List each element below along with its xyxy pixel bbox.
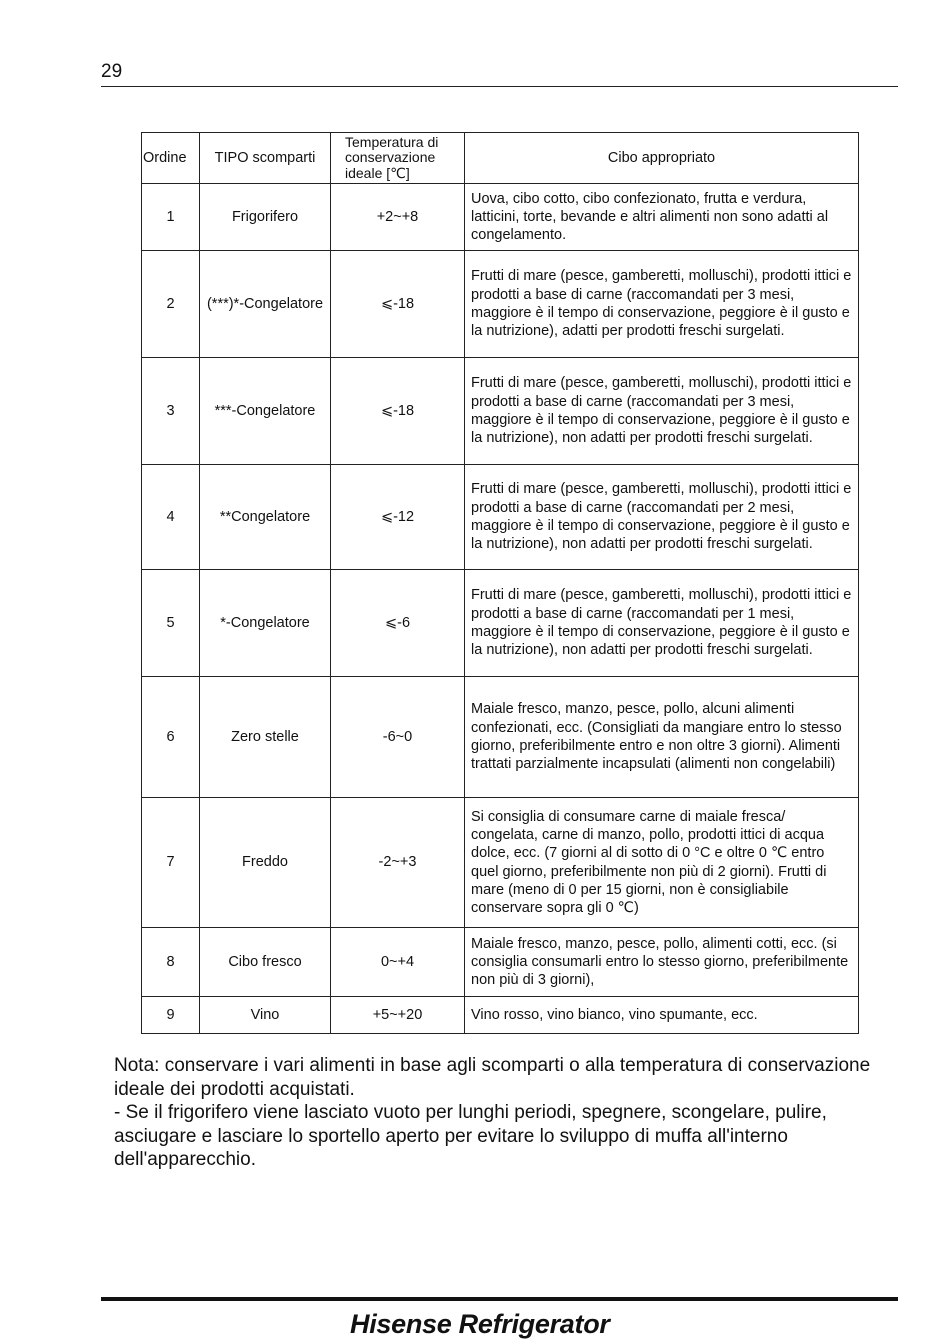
note-line-2: - Se il frigorifero viene lasciato vuoto per lunghi periodi, spegnere, scongelare, pulire, asciugare e lasciare lo sportello aperto per evitare lo sviluppo di muffa all'interno dell'apparecchio. — [114, 1102, 827, 1170]
row-tipo: (***)*-Congelatore — [200, 251, 331, 358]
row-ordine: 5 — [142, 570, 200, 677]
row-temperatura: ⩽-12 — [331, 465, 465, 570]
row-tipo: ***-Congelatore — [200, 358, 331, 465]
header-tipo: TIPO scomparti — [200, 133, 331, 184]
table-row — [142, 570, 859, 677]
footer-divider — [101, 1297, 898, 1301]
row-ordine: 7 — [142, 798, 200, 928]
row-ordine: 2 — [142, 251, 200, 358]
row-cibo: Maiale fresco, manzo, pesce, pollo, alcuni alimenti confezionati, ecc. (Consigliati da mangiare entro lo stesso giorno, preferibilmente entro e non oltre 3 giorni). Alimenti trattati parzialmente incapsulati (alimenti non congelabili) — [465, 677, 859, 798]
row-cibo: Vino rosso, vino bianco, vino spumante, ecc. — [465, 997, 859, 1034]
row-temperatura: ⩽-6 — [331, 570, 465, 677]
row-tipo: Zero stelle — [200, 677, 331, 798]
row-cibo: Frutti di mare (pesce, gamberetti, molluschi), prodotti ittici e prodotti a base di carne (raccomandati per 1 mesi, maggiore è il tempo di conservazione, peggiore è il gusto e la nutrizione), non adatti per prodotti freschi surgelati. — [465, 570, 859, 677]
row-tipo: Freddo — [200, 798, 331, 928]
row-ordine: 1 — [142, 184, 200, 251]
storage-note — [114, 1054, 874, 1172]
table-row — [142, 928, 859, 997]
row-tipo: Cibo fresco — [200, 928, 331, 997]
row-temperatura: -6~0 — [331, 677, 465, 798]
header-temperatura: Temperatura di conservazione ideale [℃] — [331, 133, 465, 184]
table-row — [142, 798, 859, 928]
page-number: 29 — [101, 61, 123, 82]
row-tipo: Frigorifero — [200, 184, 331, 251]
row-ordine: 9 — [142, 997, 200, 1034]
row-temperatura: +5~+20 — [331, 997, 465, 1034]
row-cibo: Frutti di mare (pesce, gamberetti, molluschi), prodotti ittici e prodotti a base di carne (raccomandati per 3 mesi, maggiore è il tempo di conservazione, peggiore è il gusto e la nutrizione), non adatti per prodotti freschi surgelati. — [465, 358, 859, 465]
row-cibo: Frutti di mare (pesce, gamberetti, molluschi), prodotti ittici e prodotti a base di carne (raccomandati per 2 mesi, maggiore è il tempo di conservazione, peggiore è il gusto e la nutrizione), non adatti per prodotti freschi surgelati. — [465, 465, 859, 570]
row-ordine: 3 — [142, 358, 200, 465]
row-ordine: 4 — [142, 465, 200, 570]
note-line-1: Nota: conservare i vari alimenti in base agli scomparti o alla temperatura di conservazione ideale dei prodotti acquistati. — [114, 1055, 871, 1100]
row-tipo: **Congelatore — [200, 465, 331, 570]
row-temperatura: -2~+3 — [331, 798, 465, 928]
row-temperatura: 0~+4 — [331, 928, 465, 997]
row-temperatura: ⩽-18 — [331, 358, 465, 465]
table-row — [142, 251, 859, 358]
row-temperatura: ⩽-18 — [331, 251, 465, 358]
table-row — [142, 184, 859, 251]
row-tipo: Vino — [200, 997, 331, 1034]
table-row — [142, 997, 859, 1034]
row-tipo: *-Congelatore — [200, 570, 331, 677]
row-cibo: Si consiglia di consumare carne di maiale fresca/ congelata, carne di manzo, pollo, prodotti ittici di acqua dolce, ecc. (7 giorni al di sotto di 0 °C e oltre 0 ℃ entro quel giorno, preferibilmente non più di 2 giorni). Frutti di mare (meno di 0 per 15 giorni, non è consigliabile conservare sopra gli 0 ℃) — [465, 798, 859, 928]
row-temperatura: +2~+8 — [331, 184, 465, 251]
table-header-row — [142, 133, 859, 184]
header-ordine: Ordine — [142, 133, 200, 184]
row-ordine: 6 — [142, 677, 200, 798]
row-ordine: 8 — [142, 928, 200, 997]
table-row — [142, 358, 859, 465]
header-cibo: Cibo appropriato — [465, 133, 859, 184]
table-row — [142, 677, 859, 798]
row-cibo: Uova, cibo cotto, cibo confezionato, frutta e verdura, latticini, torte, bevande e altri alimenti non sono adatti al congelamento. — [465, 184, 859, 251]
table-row — [142, 465, 859, 570]
row-cibo: Maiale fresco, manzo, pesce, pollo, alimenti cotti, ecc. (si consiglia consumarli entro lo stesso giorno, preferibilmente non più di 3 giorni), — [465, 928, 859, 997]
storage-table — [141, 132, 859, 1034]
brand-logo: Hisense Refrigerator — [350, 1309, 610, 1339]
row-cibo: Frutti di mare (pesce, gamberetti, molluschi), prodotti ittici e prodotti a base di carne (raccomandati per 3 mesi, maggiore è il tempo di conservazione, peggiore è il gusto e la nutrizione), adatti per prodotti freschi surgelati. — [465, 251, 859, 358]
header-divider — [101, 86, 898, 87]
